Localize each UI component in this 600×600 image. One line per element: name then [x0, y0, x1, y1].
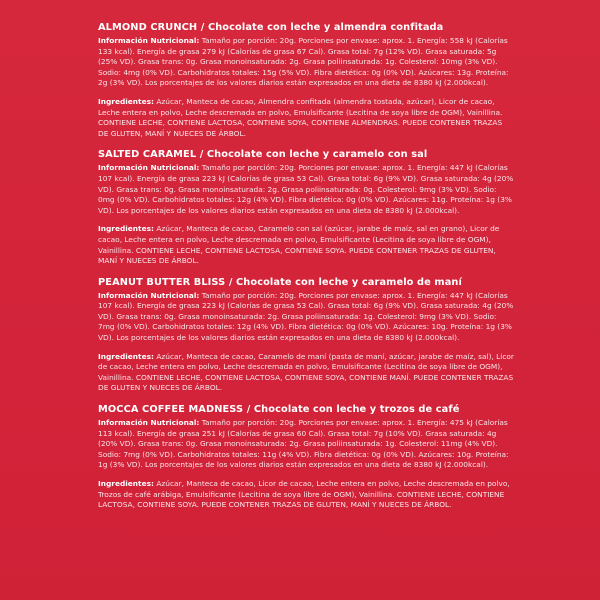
product-section-peanut-butter-bliss [98, 277, 514, 394]
ingredients-text: Azúcar, Manteca de cacao, Caramelo con sal (azúcar, jarabe de maíz, sal en grano), Licor de cacao, Leche entera en polvo, Leche descremada en polvo, Emulsificante (Lecitina de soya libre de OGM), Vainillina. CONTIENE LECHE, CONTIENE LACTOSA, CONTIENE SOYA. PUEDE CONTENER TRAZAS DE GLUTEN, MANÍ Y NUECES DE ÁRBOL. [98, 224, 500, 266]
nutrition-info [98, 418, 514, 471]
product-section-almond-crunch [98, 22, 514, 139]
ingredients-text: Azúcar, Manteca de cacao, Caramelo de maní (pasta de maní, azúcar, jarabe de maíz, sal), Licor de cacao, Leche entera en polvo, Leche descremada en polvo, Emulsificante (Lecitina de soya libre de OGM), Vainillina. CONTIENE LECHE, CONTIENE LACTOSA, CONTIENE SOYA, CONTIENE MANÍ. PUEDE CONTENER TRAZAS DE GLUTEN Y NUECES DE ÁRBOL. [98, 351, 514, 393]
nutrition-label: Información Nutricional: [98, 418, 200, 428]
ingredients-info [98, 224, 514, 266]
product-name: MOCCA COFFEE MADNESS [98, 404, 244, 416]
ingredients-text: Azúcar, Manteca de cacao, Licor de cacao, Leche entera en polvo, Leche descremada en polvo, Trozos de café arábiga, Emulsificante (Lecitina de soya libre de OGM), Vainillina. CONTIENE LECHE, CONTIENE LACTOSA, CONTIENE SOYA. PUEDE CONTENER TRAZAS DE GLUTEN, MANÍ Y NUECES DE ÁRBOL. [98, 479, 510, 510]
ingredients-label: Ingredientes: [98, 479, 154, 488]
nutrition-text: Tamaño por porción: 20g. Porciones por envase: aprox. 1. Energía: 447 kJ (Calorías 107 kcal). Energía de grasa 223 kJ (Calorías de grasa 53 Cal). Grasa total: 6g (9% VD). Grasa saturada: 4g (20% VD). Grasa trans: 0g. Grasa monoinsaturada: 2g. Grasa poliinsaturada: 0g. Colesterol: 9mg (3% VD). Sodio: 0mg (0% VD). Carbohidratos totales: 12g (4% VD). Fibra dietética: 0g (0% VD). Azúcares: 11g. Proteína: 1g (3% VD). Los porcentajes de los valores diarios están expresados en una dieta de 8380 kJ (2.000kcal). [98, 163, 514, 215]
product-subtitle: / Chocolate con leche y caramelo de maní [228, 276, 462, 288]
product-section-salted-caramel [98, 149, 514, 266]
nutrition-label: Información Nutricional: [98, 163, 200, 173]
product-subtitle: / Chocolate con leche y almendra confitada [200, 22, 444, 33]
nutrition-info [98, 36, 514, 89]
ingredients-info [98, 97, 514, 139]
product-name: SALTED CARAMEL [98, 149, 197, 161]
nutrition-text: Tamaño por porción: 20g. Porciones por envase: aprox. 1. Energía: 558 kJ (Calorías 133 kcal). Energía de grasa 279 kJ (Calorías de grasa 67 Cal). Grasa total: 7g (12% VD). Grasa saturada: 5g (25% VD). Grasa trans: 0g. Grasa monoinsaturada: 2g. Grasa poliinsaturada: 1g. Colesterol: 10mg (3% VD). Sodio: 4mg (0% VD). Carbohidratos totales: 15g (5% VD). Fibra dietética: 0g (0% VD). Azúcares: 13g. Proteína: 2g (3% VD). Los porcentajes de los valores diarios están expresados en una dieta de 8380 kJ (2.000kcal). [98, 36, 509, 88]
ingredients-label: Ingredientes: [98, 96, 154, 106]
product-name: ALMOND CRUNCH [98, 22, 198, 33]
product-subtitle: / Chocolate con leche y caramelo con sal [199, 149, 428, 161]
product-subtitle: / Chocolate con leche y trozos de café [246, 404, 460, 416]
ingredients-label: Ingredientes: [98, 351, 154, 361]
product-heading [98, 149, 514, 161]
nutrition-info [98, 291, 514, 344]
nutrition-label: Información Nutricional: [98, 36, 200, 45]
nutrition-text: Tamaño por porción: 20g. Porciones por envase: aprox. 1. Energía: 447 kJ (Calorías 107 kcal). Energía de grasa 223 kJ (Calorías de grasa 53 Cal). Grasa total: 6g (9% VD). Grasa saturada: 4g (20% VD). Grasa trans: 0g. Grasa monoinsaturada: 2g. Grasa poliinsaturada: 1g. Colesterol: 9mg (3% VD). Sodio: 7mg (0% VD). Carbohidratos totales: 12g (4% VD). Fibra dietética: 0g (0% VD). Azúcares: 10g. Proteína: 1g (3% VD). Los porcentajes de los valores diarios están expresados en una dieta de 8380 kJ (2.000kcal). [98, 290, 514, 343]
ingredients-label: Ingredientes: [98, 224, 154, 234]
product-section-mocca-coffee-madness [98, 404, 514, 511]
product-heading [98, 277, 514, 289]
nutrition-label: Información Nutricional: [98, 290, 200, 300]
product-heading [98, 22, 514, 34]
nutrition-sheet [98, 22, 514, 521]
ingredients-text: Azúcar, Manteca de cacao, Almendra confitada (almendra tostada, azúcar), Licor de cacao, Leche entera en polvo, Leche descremada en polvo, Emulsificante (Lecitina de soya libre de OGM), Vainillina. CONTIENE LECHE, CONTIENE LACTOSA, CONTIENE SOYA, CONTIENE ALMENDRAS. PUEDE CONTENER TRAZAS DE GLUTEN, MANÍ Y NUECES DE ÁRBOL. [98, 96, 503, 138]
ingredients-info [98, 352, 514, 394]
product-heading [98, 404, 514, 416]
product-name: PEANUT BUTTER BLISS [98, 276, 226, 288]
nutrition-text: Tamaño por porción: 20g. Porciones por envase: aprox. 1. Energía: 475 kJ (Calorías 113 kcal). Energía de grasa 251 kJ (Calorías de grasa 60 Cal). Grasa total: 7g (10% VD). Grasa saturada: 4g (20% VD). Grasa trans: 0g. Grasa monoinsaturada: 2g. Grasa poliinsaturada: 1g. Colesterol: 11mg (4% VD). Sodio: 7mg (0% VD). Carbohidratos totales: 11g (4% VD). Fibra dietética: 0g (0% VD). Azúcares: 10g. Proteína: 1g (3% VD). Los porcentajes de los valores diarios están expresados en una dieta de 8380 kJ (2.000kcal). [98, 418, 509, 470]
nutrition-info [98, 163, 514, 216]
ingredients-info [98, 479, 514, 511]
